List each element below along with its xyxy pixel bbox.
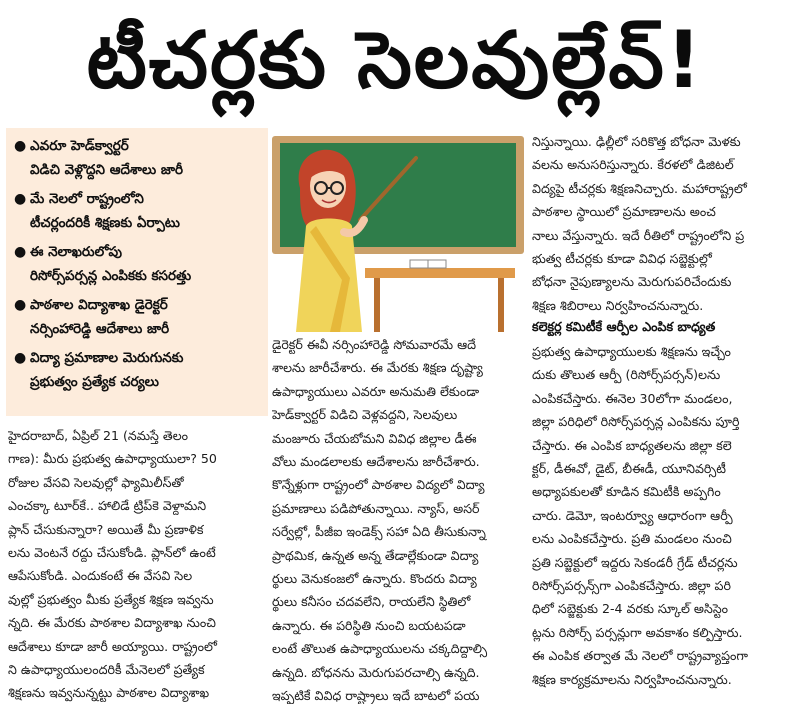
article-column-2: డైరెక్టర్ ఈవీ నర్సింహారెడ్డి సోమవారమే ఆదే శాలను జారీచేశారు. ఈ మేరకు శిక్షణ దృష్ట్యా ఉపాధ్యాయులు ఎవరూ అనుమతి లేకుండా హెడ్‌క్వార్టర్ విడిచి వెళ్లవద్దని, సెలవులు మంజూరు చేయబోమని వివిధ జిల్లాల డీఈ వోలు మండలాలకు ఆదేశాలను జారీచేశారు. కొన్నేళ్లుగా రాష్ట్రంలో పాఠశాల విద్యలో విద్యా ప్రమాణాలు పడిపోతున్నాయి. న్యాస్, అసర్ సర్వేల్లో, పీజీఐ ఇండెక్స్ సహా ఏది తీసుకున్నా ప్రాథమిక, ఉన్నత అన్న తేడాల్లేకుండా విద్యా ర్థులు వెనుకంజలో ఉన్నారు. కొందరు విద్యా ర్థులు కనీసం చదవలేని, రాయలేని స్థితిలో ఉన్నారు. ఈ పరిస్థితి నుంచి బయటపడా లంటే తొలుత ఉపాధ్యాయులను చక్కదిద్దాల్సి ఉన్నది. బోధనను మెరుగుపరచాల్సి ఉన్నది. ఇప్పటికే వివిధ రాష్ట్రాలు ఇదే బాటలో పయ xyxy=(272,337,488,704)
highlight-item xyxy=(14,187,262,235)
highlight-text: ఎవరూ హెడ్‌క్వార్టర్ విడిచి వెళ్లొద్దని ఆదేశాలు జారీ xyxy=(30,138,184,178)
desk-leg xyxy=(498,278,504,332)
highlight-item xyxy=(14,293,262,341)
subheading: కలెక్టర్ల కమిటీకే ఆర్పీల ఎంపిక బాధ్యత xyxy=(532,319,716,334)
highlight-text: మే నెలలో రాష్ట్రంలోని టీచర్లందరికీ శిక్షణకు ఏర్పాటు xyxy=(30,191,180,231)
highlight-text: పాఠశాల విద్యాశాఖ డైరెక్టర్ నర్సింహారెడ్డి ఆదేశాలు జారీ xyxy=(30,297,170,337)
bullet-icon: ● xyxy=(14,191,27,207)
highlight-text: ఈ నెలాఖరులోపు రిసోర్స్‌పర్సన్ల ఎంపికకు కసరత్తు xyxy=(30,244,192,284)
highlight-text: విద్యా ప్రమాణాల మెరుగునకు ప్రభుత్వం ప్రత్యేక చర్యలు xyxy=(30,350,184,390)
bullet-icon: ● xyxy=(14,350,27,366)
bullet-icon: ● xyxy=(14,297,27,313)
highlight-item xyxy=(14,134,262,182)
bullet-icon: ● xyxy=(14,244,27,260)
highlight-item xyxy=(14,346,262,394)
headline: టీచర్లకు సెలవుల్లేవ్! xyxy=(86,16,704,106)
highlights-box xyxy=(6,128,268,416)
desk-top xyxy=(365,268,515,278)
article-column-1: హైదరాబాద్, ఏప్రిల్ 21 (నమస్తే తెలం గాణ): మీరు ప్రభుత్వ ఉపాధ్యాయులా? 50 రోజుల వేసవి సెలవుల్లో ఫ్యామిలీస్‌తో ఎంచక్కా టూర్‌కే.. హాలిడే ట్రిప్‌కె వెళ్దామని ప్లాన్ చేసుకున్నారా? అయితే మీ ప్రణాళిక లను వెంటనే రద్దు చేసుకోండి. ప్లాన్‌లో ఉంటే ఆపేసుకోండి. ఎందుకంటే ఈ వేసవి సెల వుల్లో ప్రభుత్వం మీకు ప్రత్యేక శిక్షణ ఇవ్వను న్నది. ఈ మేరకు పాఠశాల విద్యాశాఖ నుంచి ఆదేశాలు కూడా జారీ అయ్యాయి. రాష్ట్రంలో ని ఉపాధ్యాయులందరికీ మేనెలలో ప్రత్యేక శిక్షణను ఇవ్వనున్నట్టు పాఠశాల విద్యాశాఖ xyxy=(8,428,217,701)
desk-leg xyxy=(374,278,380,332)
article-column-3-continued: ప్రభుత్వ ఉపాధ్యాయులకు శిక్షణను ఇచ్చేం దుకు తొలుత ఆర్పీ (రిసోర్స్‌పర్సన్)లను ఎంపికచేస్తారు. ఈనెల 30లోగా మండలం, జిల్లా పరిధిలో రిసోర్స్‌పర్సన్ల ఎంపికను పూర్తి చేస్తారు. ఈ ఎంపిక బాధ్యతలను జిల్లా కలె క్టర్, డీఈవో, డైట్, బీఈడీ, యూనివర్సిటీ అధ్యాపకులతో కూడిన కమిటీకి అప్పగిం చారు. డెమో, ఇంటర్వ్యూ ఆధారంగా ఆర్పీ లను ఎంపికచేస్తారు. ప్రతి మండలం నుంచి ప్రతి సబ్జెక్టులో ఇద్దరు సెకండరీ గ్రేడ్ టీచర్లను రిసోర్స్‌పర్సన్స్‌గా ఎంపికచేస్తారు. జిల్లా పరి ధిలో సబ్జెక్టుకు 2-4 వరకు స్కూల్ అసిస్టెం ట్లను రిసోర్స్ పర్సన్లుగా అవకాశం కల్పిస్తారు. ఈ ఎంపిక తర్వాత మే నెలలో రాష్ట్రవ్యాప్తంగా శిక్షణ కార్యక్రమాలను నిర్వహించనున్నారు. xyxy=(532,344,749,687)
bullet-icon: ● xyxy=(14,138,27,154)
article-column-3: నిస్తున్నాయి. ఢిల్లీలో సరికొత్త బోధనా మెళకు వలను అనుసరిస్తున్నారు. కేరళలో డిజిటల్ విద్యపై టీచర్లకు శిక్షణనిచ్చారు. మహారాష్ట్రలో పాఠశాల స్థాయిలో ప్రమాణాలను అంచ నాలు వేస్తున్నారు. ఇదే రీతిలో రాష్ట్రంలోని ప్ర భుత్వ టీచర్లకు కూడా వివిధ సబ్జెక్టుల్లో బోధనా నైపుణ్యాలను మెరుగుపరిచేందుకు శిక్షణ శిబిరాలు నిర్వహించనున్నారు. xyxy=(532,134,747,313)
highlight-item xyxy=(14,240,262,288)
teacher-illustration xyxy=(270,128,526,332)
